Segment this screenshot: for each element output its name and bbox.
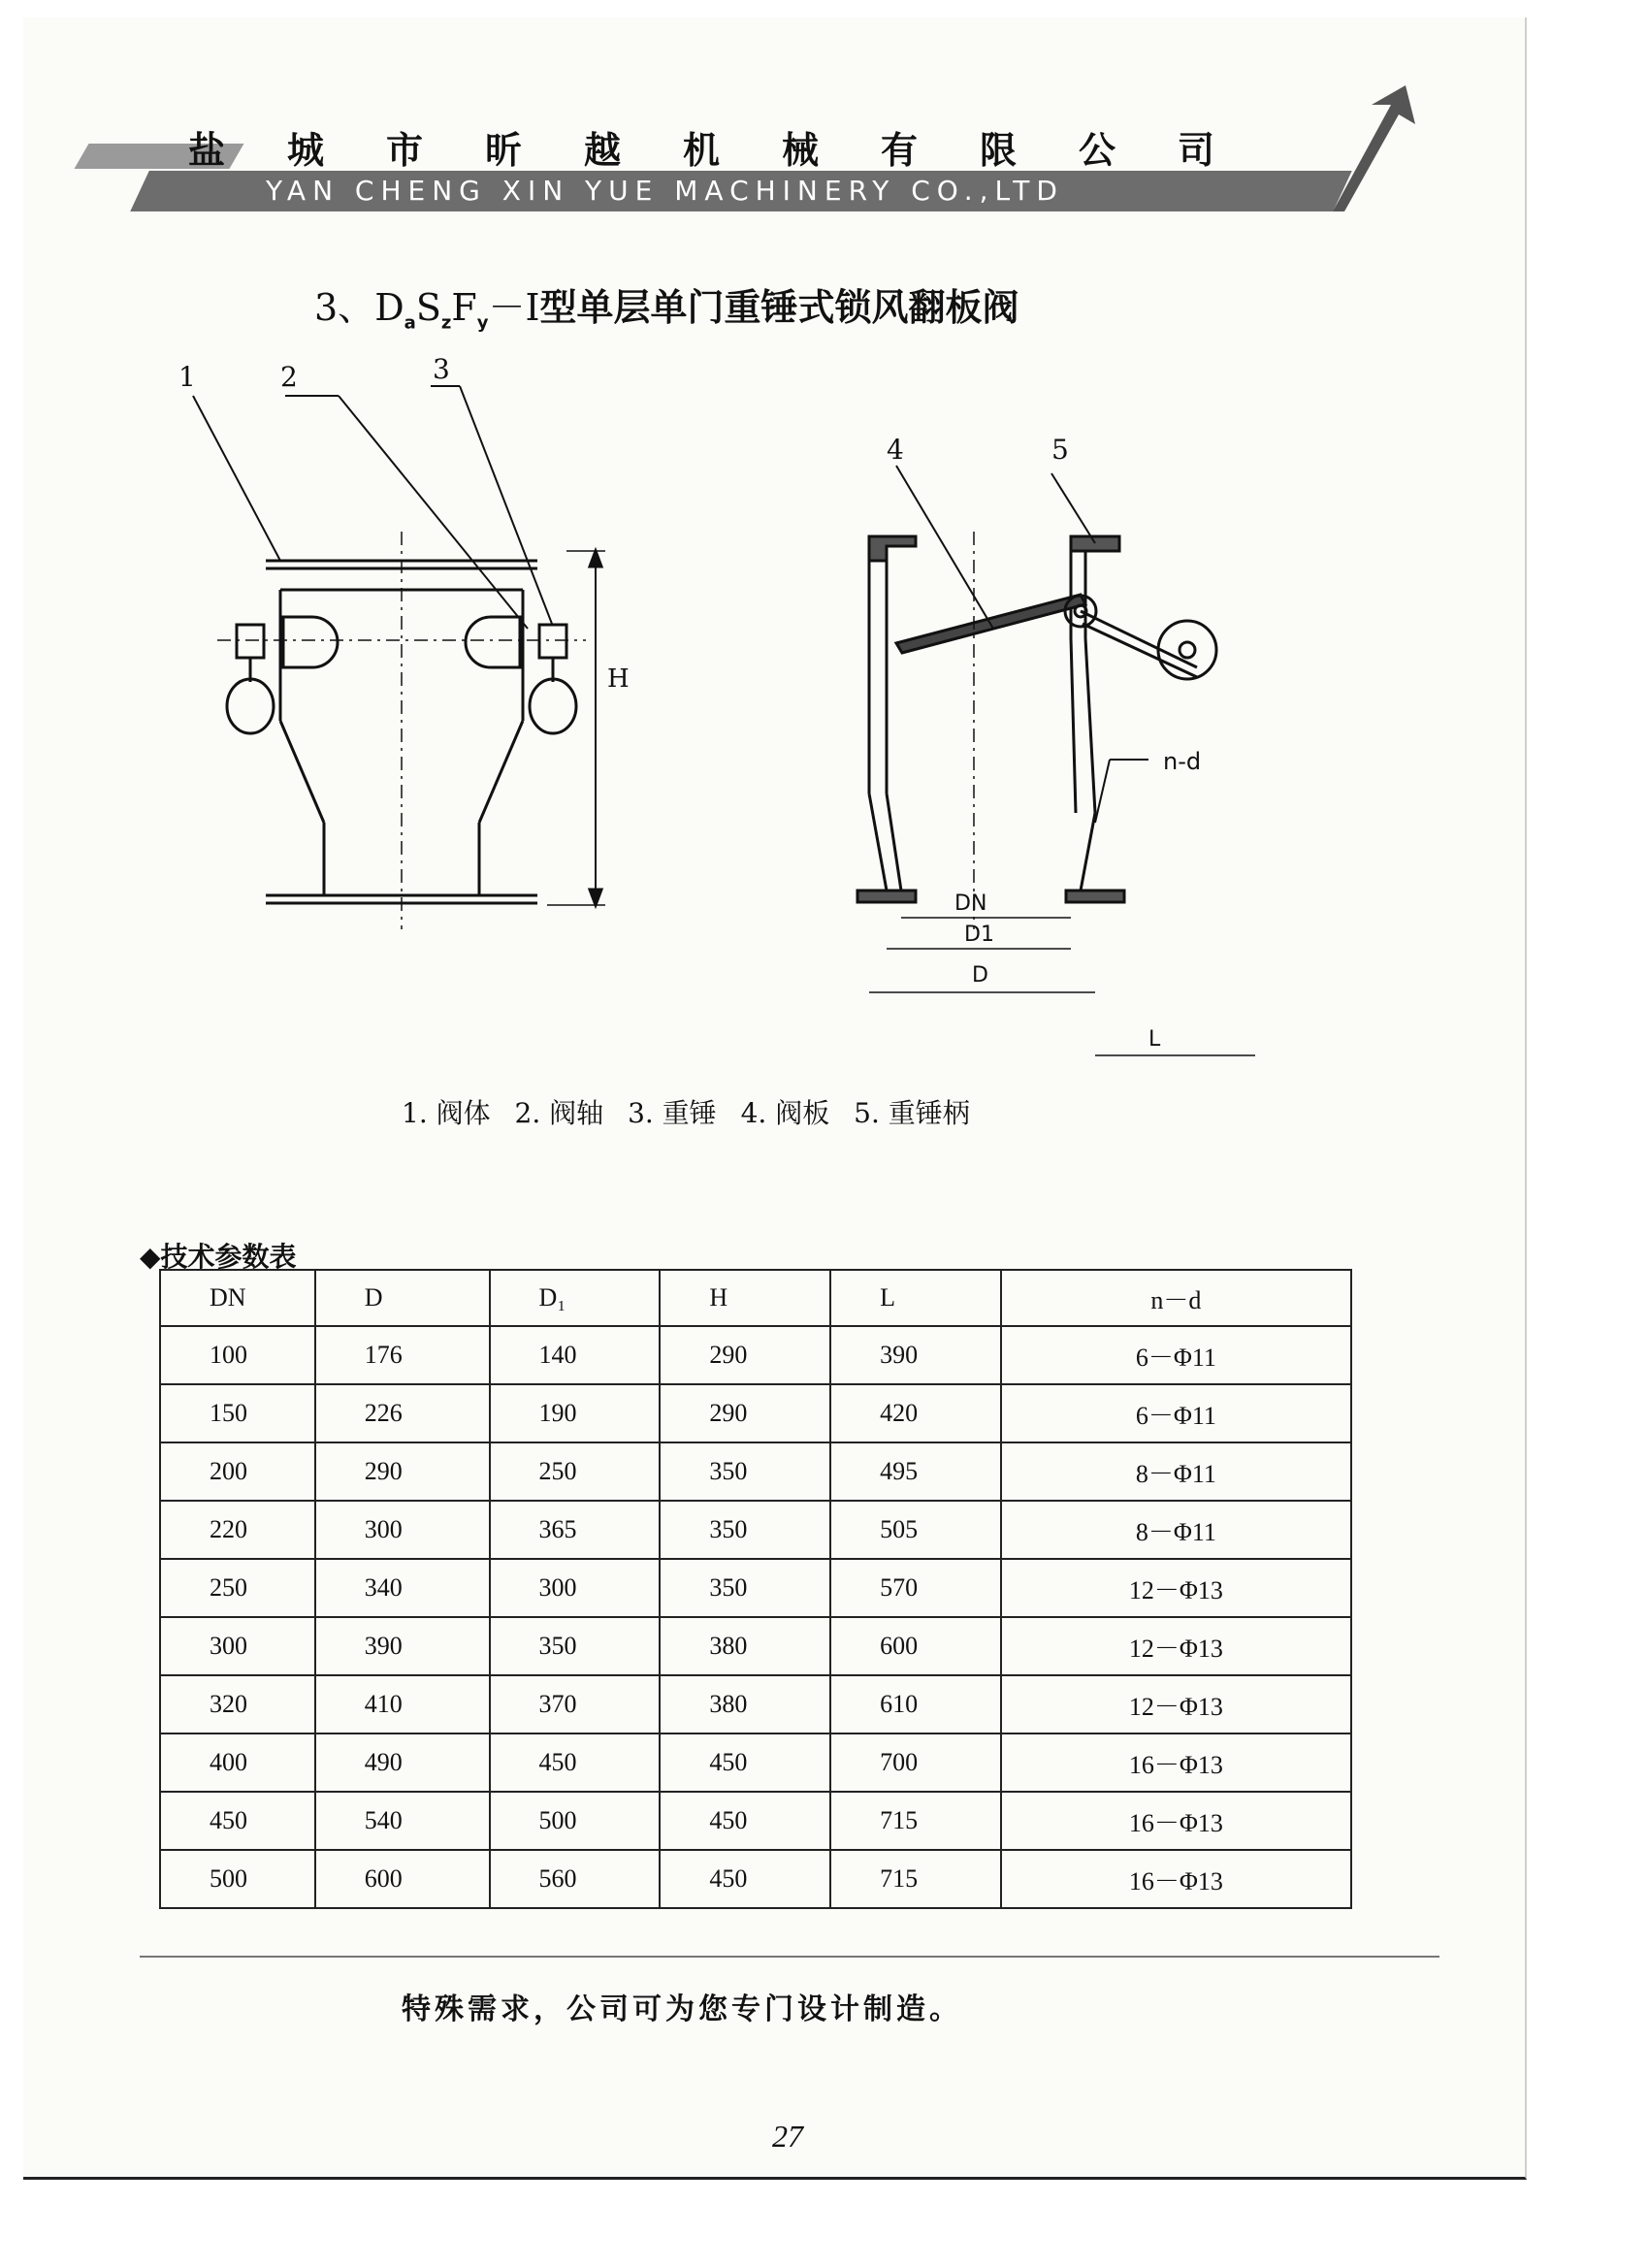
cell-n-d: 8－Φ11 [1001,1442,1351,1501]
cell-d1: 560 [490,1850,661,1908]
cell-dn: 100 [160,1326,315,1384]
company-name-cn: 盐城市昕越机械有限公司 [188,129,1277,172]
cell-dn: 450 [160,1792,315,1850]
dim-d-label: D [972,963,988,988]
table-row [160,1617,1351,1675]
title-number: 3、 [314,286,375,329]
cell-h: 350 [660,1501,830,1559]
footer-note: 特殊需求，公司可为您专门设计制造。 [402,1993,962,2026]
cell-n-d: 16－Φ13 [1001,1733,1351,1792]
cell-l: 610 [830,1675,1001,1733]
company-header [120,85,1459,211]
cell-d1: 365 [490,1501,661,1559]
cell-d1: 140 [490,1326,661,1384]
cell-h: 290 [660,1384,830,1442]
cell-n-d: 16－Φ13 [1001,1792,1351,1850]
callout-1: 1 [178,361,196,393]
legend-item-body: 1. 阀体 [402,1097,491,1129]
table-row [160,1850,1351,1908]
page-number: 27 [772,2119,803,2154]
cell-n-d: 6－Φ11 [1001,1326,1351,1384]
cell-n-d: 8－Φ11 [1001,1501,1351,1559]
title-model-suffix: －Ⅰ [488,286,540,329]
cell-h: 450 [660,1850,830,1908]
dim-d1-label: D1 [964,923,994,947]
section-view [857,466,1255,1055]
cell-dn: 200 [160,1442,315,1501]
cell-n-d: 6－Φ11 [1001,1384,1351,1442]
table-row [160,1792,1351,1850]
cell-h: 450 [660,1733,830,1792]
cell-l: 600 [830,1617,1001,1675]
callout-2: 2 [280,361,298,393]
cell-h: 350 [660,1559,830,1617]
cell-dn: 300 [160,1617,315,1675]
catalog-page [23,17,1527,2180]
cell-l: 715 [830,1792,1001,1850]
table-row [160,1326,1351,1384]
cell-d1: 450 [490,1733,661,1792]
dim-dn-label: DN [954,891,987,916]
cell-d: 410 [315,1675,490,1733]
cell-h: 350 [660,1442,830,1501]
cell-d1: 250 [490,1442,661,1501]
cell-d: 300 [315,1501,490,1559]
cell-d: 176 [315,1326,490,1384]
table-title: ◆技术参数表 [140,1241,297,1273]
cell-l: 495 [830,1442,1001,1501]
cell-h: 380 [660,1675,830,1733]
header-dn: DN [160,1270,315,1326]
title-model-s: S [415,286,441,329]
header-d1: D₁ [490,1270,661,1326]
cell-d1: 350 [490,1617,661,1675]
title-model-z: z [440,312,452,334]
cell-dn: 250 [160,1559,315,1617]
cell-l: 715 [830,1850,1001,1908]
title-model-y: y [476,312,489,334]
cell-l: 420 [830,1384,1001,1442]
legend-item-shaft: 2. 阀轴 [514,1097,604,1129]
title-model-d: D [374,286,404,329]
header-n-d: n－d [1001,1270,1351,1326]
dim-nd-label: n-d [1163,748,1202,775]
cell-n-d: 12－Φ13 [1001,1617,1351,1675]
callout-4: 4 [887,434,904,466]
cell-d1: 300 [490,1559,661,1617]
cell-l: 505 [830,1501,1001,1559]
cell-h: 380 [660,1617,830,1675]
header-l: L [830,1270,1001,1326]
cell-d: 540 [315,1792,490,1850]
parts-legend [402,1092,986,1131]
cell-l: 390 [830,1326,1001,1384]
callout-5: 5 [1051,434,1069,466]
cell-d: 290 [315,1442,490,1501]
table-row [160,1733,1351,1792]
legend-item-weight-arm: 5. 重锤柄 [854,1097,970,1129]
cell-l: 700 [830,1733,1001,1792]
table-row [160,1442,1351,1501]
header-h: H [660,1270,830,1326]
arrow-logo-icon [1323,85,1430,221]
cell-n-d: 12－Φ13 [1001,1675,1351,1733]
cell-dn: 500 [160,1850,315,1908]
title-model-a: a [404,312,416,334]
cell-d1: 500 [490,1792,661,1850]
cell-dn: 150 [160,1384,315,1442]
table-row [160,1675,1351,1733]
cell-d: 390 [315,1617,490,1675]
product-title [314,277,1018,334]
callout-3: 3 [433,353,450,385]
cell-d: 600 [315,1850,490,1908]
cell-n-d: 12－Φ13 [1001,1559,1351,1617]
dim-l-label: L [1148,1027,1161,1052]
cell-d1: 370 [490,1675,661,1733]
title-text: 型单层单门重锤式锁风翻板阀 [539,286,1019,329]
cell-dn: 220 [160,1501,315,1559]
title-model-f: F [451,286,477,329]
legend-item-plate: 4. 阀板 [740,1097,830,1129]
cell-l: 570 [830,1559,1001,1617]
legend-item-weight: 3. 重锤 [628,1097,717,1129]
table-row [160,1501,1351,1559]
cell-dn: 320 [160,1675,315,1733]
front-view [217,532,630,929]
cell-h: 450 [660,1792,830,1850]
cell-d: 226 [315,1384,490,1442]
table-header-row [160,1270,1351,1326]
company-name-en: YAN CHENG XIN YUE MACHINERY CO.,LTD [266,175,1064,207]
table-row [160,1384,1351,1442]
cell-dn: 400 [160,1733,315,1792]
parameter-table [159,1269,1352,1909]
technical-drawing [178,353,1333,1065]
header-d: D [315,1270,490,1326]
cell-d1: 190 [490,1384,661,1442]
footer-divider [140,1956,1439,1958]
dim-h-label: H [607,664,630,694]
cell-h: 290 [660,1326,830,1384]
cell-d: 490 [315,1733,490,1792]
cell-n-d: 16－Φ13 [1001,1850,1351,1908]
cell-d: 340 [315,1559,490,1617]
table-row [160,1559,1351,1617]
